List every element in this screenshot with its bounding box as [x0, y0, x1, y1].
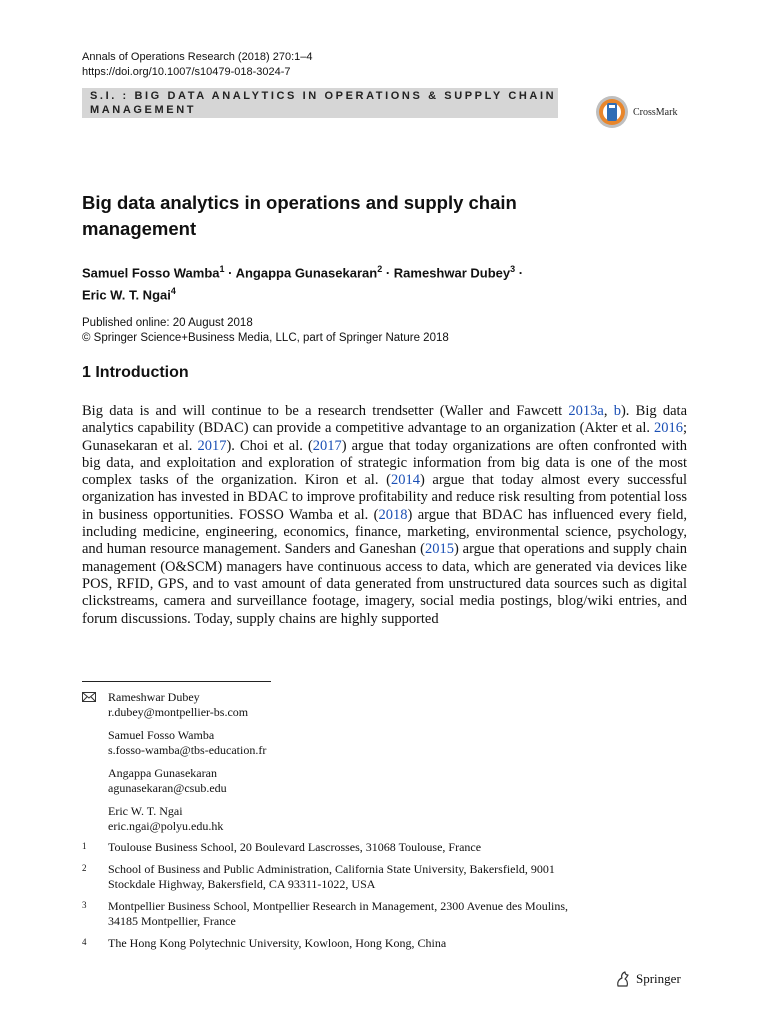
body-text: Big data is and will continue to be a research trendsetter (Waller and Fawcett	[82, 403, 569, 419]
crossmark-badge[interactable]	[595, 95, 677, 129]
affiliation-line: Stockdale Highway, Bakersfield, CA 93311-1022, USA	[108, 877, 376, 891]
author-affil-sup: 2	[377, 264, 383, 274]
contact-email[interactable]: r.dubey@montpellier-bs.com	[108, 705, 249, 719]
author-affil-sup: 1	[219, 264, 225, 274]
contact-email[interactable]: eric.ngai@polyu.edu.hk	[108, 819, 224, 833]
author-name[interactable]: Eric W. T. Ngai	[82, 287, 171, 303]
author-affil-sup: 3	[510, 264, 516, 274]
author-separator: ·	[224, 265, 236, 281]
article-title-line1: Big data analytics in operations and supply chain	[82, 192, 517, 213]
citation-link[interactable]: b	[613, 403, 621, 419]
citation-link[interactable]: 2015	[425, 541, 454, 558]
affiliation-text	[108, 936, 682, 951]
special-issue-text	[90, 89, 556, 117]
affiliation-text	[108, 862, 682, 892]
affiliation-entry	[82, 862, 682, 892]
intro-paragraph	[82, 403, 687, 628]
publication-info	[82, 316, 449, 346]
citation-link[interactable]: 2014	[390, 472, 420, 489]
affiliation-text	[108, 840, 682, 855]
journal-header	[82, 50, 313, 80]
affiliation-line: Toulouse Business School, 20 Boulevard Lascrosses, 31068 Toulouse, France	[108, 840, 482, 854]
springer-label: Springer	[636, 971, 681, 986]
affiliation-line: 34185 Montpellier, France	[108, 914, 236, 928]
citation-link[interactable]: 2018	[378, 506, 408, 523]
author-name[interactable]: Samuel Fosso Wamba	[82, 265, 220, 281]
body-text: ) argue that operations and supply chain management (O&SCM) managers have continuous access to data, which are generated via devices like POS, RFID, GPS, and to vast amount of data generated from unstructured data sources such as digital clickstreams, camera and surveillance footage, imagery, social media postings, blog/wiki entries, and forum discussions. Today, supply chains are highly supported	[82, 541, 688, 627]
contact-email[interactable]: s.fosso-wamba@tbs-education.fr	[108, 743, 267, 757]
author-separator: ·	[515, 265, 524, 281]
affiliation-line: Montpellier Business School, Montpellier Research in Management, 2300 Avenue des Moulins,	[108, 899, 569, 913]
section-heading: 1 Introduction	[82, 364, 189, 381]
author-name[interactable]: Rameshwar Dubey	[393, 265, 511, 281]
contact-name: Samuel Fosso Wamba	[108, 728, 215, 742]
affiliation-list	[82, 840, 682, 958]
author-affil-sup: 4	[170, 286, 176, 297]
contact-entry	[108, 728, 266, 758]
affiliation-entry	[82, 899, 682, 929]
affiliation-number: 3	[82, 900, 87, 910]
crossmark-label: CrossMark	[633, 106, 678, 118]
citation-link[interactable]: 2017	[197, 437, 227, 454]
contact-name: Eric W. T. Ngai	[108, 804, 183, 818]
contact-name: Rameshwar Dubey	[108, 690, 200, 704]
citation-link[interactable]: 2017	[312, 437, 342, 454]
contact-entry	[108, 804, 266, 834]
contact-name: Angappa Gunasekaran	[108, 766, 217, 780]
author-list	[82, 260, 642, 305]
body-text: ). Big data analytics capability (BDAC) can provide a competitive advantage to an organization (Akter et al.	[82, 403, 688, 437]
affiliation-number: 1	[82, 841, 87, 851]
article-title	[82, 190, 602, 242]
envelope-icon	[82, 692, 96, 702]
contact-entry	[108, 690, 266, 720]
crossmark-icon	[595, 95, 629, 129]
affiliation-line: School of Business and Public Administration, California State University, Bakersfield, 9001	[108, 862, 555, 876]
article-title-line2: management	[82, 218, 197, 239]
author-name[interactable]: Angappa Gunasekaran	[235, 265, 378, 281]
journal-citation: Annals of Operations Research (2018) 270:1–4	[82, 51, 313, 63]
contact-entry	[108, 766, 266, 796]
springer-logo[interactable]	[614, 970, 681, 988]
author-separator: ·	[382, 265, 394, 281]
affiliation-line: The Hong Kong Polytechnic University, Kowloon, Hong Kong, China	[108, 936, 447, 950]
body-text: ) argue that BDAC has influenced every field, including medicine, engineering, economics, finance, marketing, environmental science, psychology, and human resource management. Sanders and Ganeshan (	[82, 506, 687, 558]
footnote-divider	[82, 681, 271, 682]
affiliation-number: 4	[82, 937, 87, 947]
body-text: ) argue that today organizations are often confronted with big data, and exploitation and exploration of strategic information from big data is one of the most complex tasks of the organization. Kiron et al. (	[82, 437, 687, 489]
affiliation-text	[108, 899, 682, 929]
affiliation-entry	[82, 840, 682, 855]
special-issue-line1: S.I. : BIG DATA ANALYTICS IN OPERATIONS & SUPPLY CHAIN	[90, 90, 557, 102]
special-issue-banner	[82, 88, 558, 118]
doi-link[interactable]: https://doi.org/10.1007/s10479-018-3024-7	[82, 66, 291, 78]
affiliation-entry	[82, 936, 682, 951]
body-text: ,	[603, 403, 614, 419]
special-issue-line2: MANAGEMENT	[90, 104, 197, 116]
springer-horse-icon	[614, 970, 632, 988]
published-date: Published online: 20 August 2018	[82, 317, 253, 329]
body-text: ). Choi et al. (	[226, 437, 313, 454]
affiliation-number: 2	[82, 863, 87, 873]
body-text: ) argue that today almost every successful organization has invested in BDAC to improve profitability and reduce risk resulting from potential loss in business opportunities. FOSSO Wamba et al. (	[82, 472, 687, 523]
body-text: ; Gunasekaran et al.	[82, 420, 687, 454]
citation-link[interactable]: 2016	[653, 420, 683, 437]
contact-email[interactable]: agunasekaran@csub.edu	[108, 781, 227, 795]
contact-list	[82, 690, 266, 842]
copyright-line: © Springer Science+Business Media, LLC, part of Springer Nature 2018	[82, 332, 449, 344]
citation-link[interactable]: 2013a	[568, 403, 604, 419]
